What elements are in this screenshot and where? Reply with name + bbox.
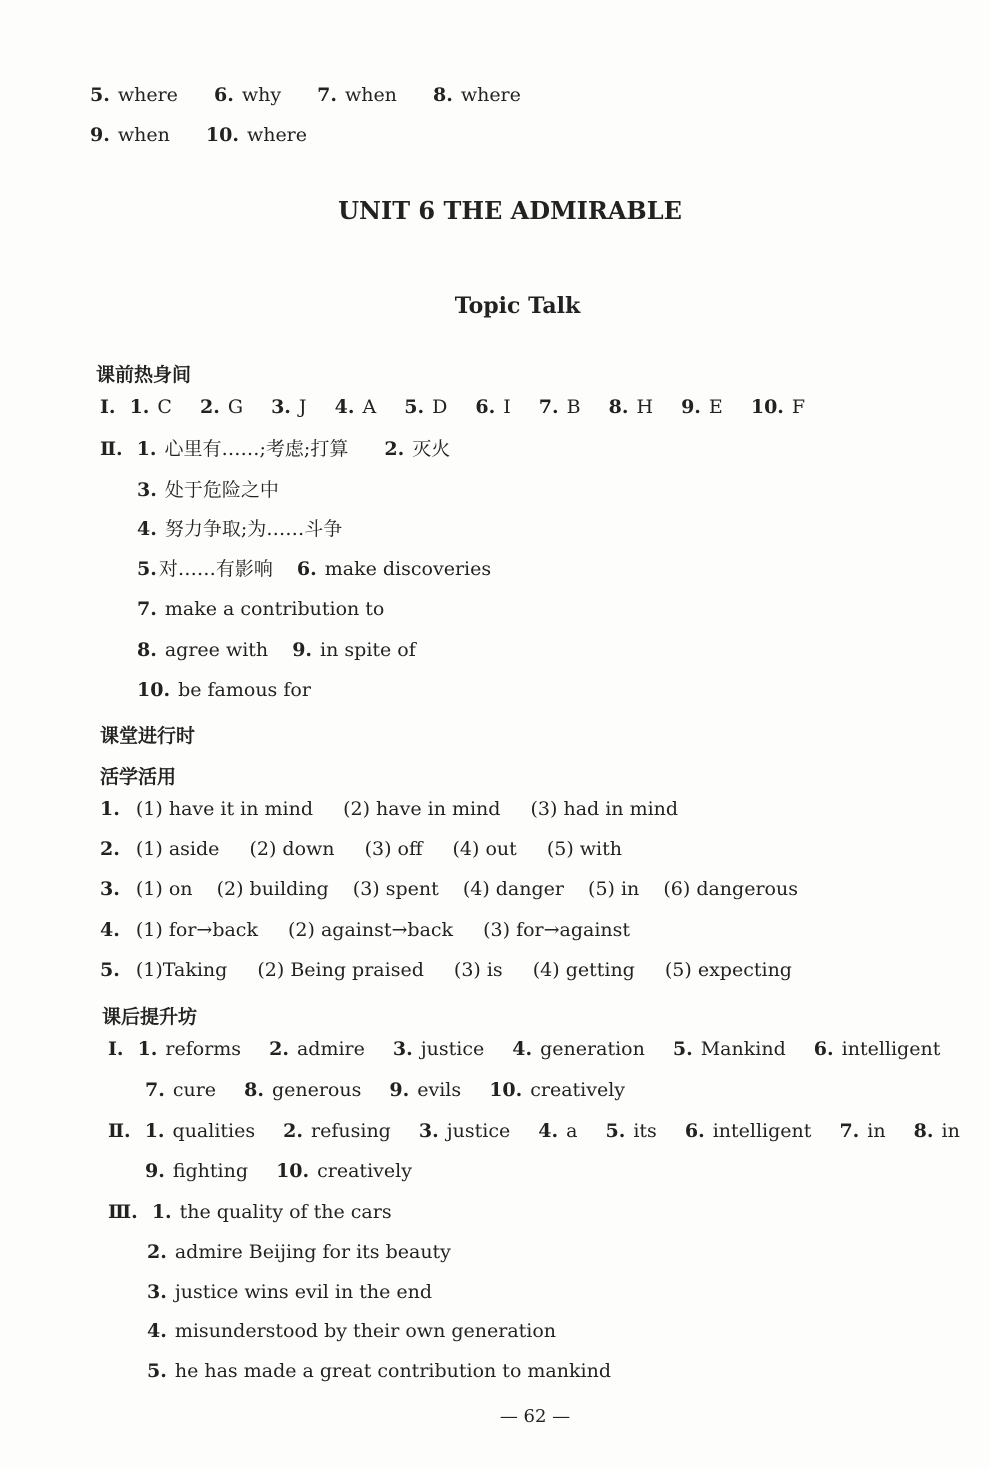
practice-row-5	[100, 961, 816, 980]
page-number: — 62 —	[499, 1406, 571, 1427]
answer-item: 1. 心里有……;考虑;打算	[136, 438, 349, 460]
sub-answer: (1)Taking	[135, 959, 228, 981]
answer-item: 7. B	[538, 396, 581, 418]
item-number: 2.	[100, 838, 120, 860]
top-row-1	[90, 86, 551, 105]
sub-answer: (2) have in mind	[343, 798, 501, 820]
sub-answer: (3) is	[453, 959, 503, 981]
after3-row-4	[147, 1322, 586, 1341]
answer-item: 4. A	[334, 396, 377, 418]
part2-row-2	[137, 481, 309, 500]
answer-item: 2. 灭火	[384, 438, 451, 460]
sub-answer: (2) against→back	[288, 919, 454, 941]
sub-answer: (2) down	[249, 838, 335, 860]
sub-answer: (4) danger	[462, 878, 564, 900]
section-practice: 活学活用	[100, 766, 177, 788]
sub-answer: (1) aside	[135, 838, 220, 860]
answer-item: 9. evils	[389, 1079, 462, 1101]
answer-item: 3. J	[271, 396, 307, 418]
answer-item: 6. why	[213, 84, 282, 106]
sub-answer: (2) building	[216, 878, 329, 900]
answer-item: 5. Mankind	[672, 1038, 786, 1060]
after1-row-1	[108, 1040, 962, 1059]
part2-row-7	[137, 681, 341, 700]
part1-row	[100, 398, 827, 417]
answer-item: 4. a	[538, 1120, 578, 1142]
answer-item: 2. G	[200, 396, 244, 418]
item-number: 3.	[100, 878, 120, 900]
sub-answer: (3) spent	[352, 878, 439, 900]
answer-item: 10. where	[205, 124, 308, 146]
answer-item: 9. fighting	[145, 1160, 249, 1182]
section-warmup: 课前热身间	[96, 364, 192, 386]
answer-item: 4. misunderstood by their own generation	[147, 1320, 557, 1342]
sub-answer: (4) out	[452, 838, 517, 860]
answer-item: 1. reforms	[137, 1038, 242, 1060]
after2-row-2	[145, 1162, 434, 1181]
answer-item: 2. refusing	[283, 1120, 391, 1142]
answer-item: 5. where	[90, 84, 178, 106]
item-number: 1.	[100, 798, 120, 820]
sub-answer: (3) for→against	[483, 919, 631, 941]
part-label: Ⅱ.	[100, 438, 123, 460]
answer-item: 8. H	[608, 396, 654, 418]
answer-item: 5. D	[404, 396, 448, 418]
answer-item: 7. make a contribution to	[137, 598, 385, 620]
answer-item: 3. justice	[418, 1120, 511, 1142]
part2-row-5	[137, 600, 414, 619]
after2-row-1	[108, 1122, 960, 1141]
answer-item: 1. the quality of the cars	[151, 1201, 392, 1223]
part2-row-6	[137, 641, 446, 660]
unit-title: UNIT 6 THE ADMIRABLE	[338, 196, 682, 225]
answer-item: 9. in spite of	[292, 639, 416, 661]
sub-answer: (4) getting	[532, 959, 635, 981]
sub-answer: (1) for→back	[135, 919, 258, 941]
sub-answer: (5) with	[546, 838, 622, 860]
answer-item: 6. make discoveries	[296, 558, 492, 580]
answer-item: 6. I	[475, 396, 511, 418]
sub-answer: (1) on	[135, 878, 193, 900]
answer-item: 1. C	[129, 396, 172, 418]
answer-item: 6. intelligent	[813, 1038, 941, 1060]
part2-row-1	[100, 440, 480, 459]
part-label: Ⅲ.	[108, 1201, 138, 1223]
section-after-class: 课后提升坊	[102, 1006, 198, 1028]
answer-item: 2. admire	[269, 1038, 365, 1060]
answer-item: 7. when	[317, 84, 397, 106]
answer-item: 5. 对……有影响	[137, 558, 273, 580]
topic-title: Topic Talk	[454, 293, 581, 319]
answer-item: 5. he has made a great contribution to mankind	[147, 1360, 611, 1382]
answer-item: 10. be famous for	[137, 679, 311, 701]
answer-item: 2. admire Beijing for its beauty	[147, 1241, 451, 1263]
part2-row-3	[137, 520, 372, 539]
part-label: Ⅰ.	[108, 1038, 124, 1060]
sub-answer: (5) expecting	[664, 959, 792, 981]
answer-item: 10. F	[750, 396, 806, 418]
sub-answer: (1) have it in mind	[135, 798, 314, 820]
answer-item: 8. generous	[244, 1079, 362, 1101]
after3-row-3	[147, 1283, 462, 1302]
after3-row-1	[108, 1203, 422, 1222]
top-row-2	[90, 126, 337, 145]
answer-item: 5. its	[605, 1120, 657, 1142]
answer-item: 7. in	[839, 1120, 886, 1142]
practice-row-2	[100, 840, 646, 859]
answer-item: 3. justice wins evil in the end	[147, 1281, 433, 1303]
answer-item: 1. qualities	[144, 1120, 256, 1142]
after3-row-5	[147, 1362, 641, 1381]
answer-item: 4. generation	[512, 1038, 645, 1060]
answer-item: 3. justice	[392, 1038, 485, 1060]
sub-answer: (3) had in mind	[530, 798, 679, 820]
item-number: 5.	[100, 959, 120, 981]
section-in-class: 课堂进行时	[100, 725, 196, 747]
answer-item: 8. in	[913, 1120, 960, 1142]
sub-answer: (6) dangerous	[663, 878, 798, 900]
after1-row-2	[145, 1081, 647, 1100]
answer-item: 4. 努力争取;为……斗争	[137, 518, 343, 540]
answer-item: 10. creatively	[489, 1079, 626, 1101]
sub-answer: (2) Being praised	[257, 959, 424, 981]
practice-row-1	[100, 800, 702, 819]
answer-item: 8. agree with	[137, 639, 269, 661]
practice-row-4	[100, 921, 654, 940]
answer-item: 6. intelligent	[684, 1120, 812, 1142]
answer-item: 9. when	[90, 124, 170, 146]
answer-item: 8. where	[432, 84, 521, 106]
item-number: 4.	[100, 919, 120, 941]
answer-item: 3. 处于危险之中	[137, 479, 279, 501]
sub-answer: (3) off	[364, 838, 423, 860]
answer-item: 7. cure	[145, 1079, 217, 1101]
after3-row-2	[147, 1243, 481, 1262]
part2-row-4	[137, 560, 521, 579]
part-label: Ⅰ.	[100, 396, 116, 418]
part-label: Ⅱ.	[108, 1120, 131, 1142]
answer-item: 10. creatively	[276, 1160, 412, 1182]
answer-item: 9. E	[681, 396, 723, 418]
practice-row-3	[100, 880, 798, 899]
sub-answer: (5) in	[588, 878, 640, 900]
